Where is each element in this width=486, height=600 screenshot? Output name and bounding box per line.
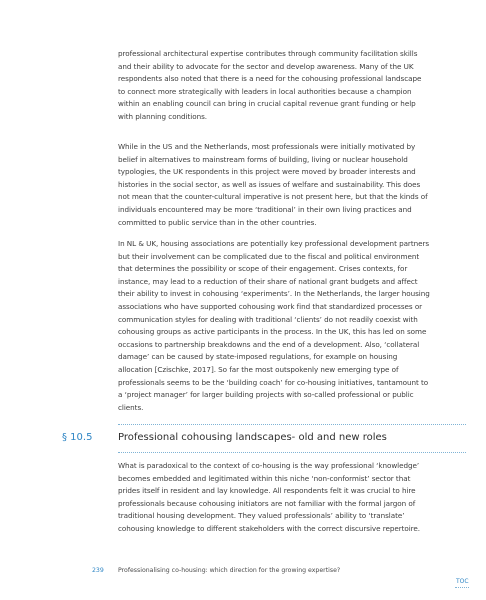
section-number: § 10.5 — [62, 432, 93, 443]
toc-link-underline — [455, 587, 469, 588]
page-number: 239 — [92, 567, 104, 574]
body-paragraph-4: What is paradoxical to the context of co-housing is the way professional ‘knowledge’ becomes embedded and legitimated within this niche ‘non-conformist’ sector that prides itself in resident and lay knowledge. All respondents felt it was crucial to hire professionals because cohousing initiators are not familiar with the formal jargon of traditional housing development. They valued professionals’ ability to ‘translate’ cohousing knowledge to different stakeholders with the correct discursive repertoire. — [118, 461, 421, 533]
body-paragraph-1: professional architectural expertise contributes through community facilitation skills and their ability to advocate for the sector and develop awareness. Many of the UK respondents also noted that there is a need for the cohousing professional landscape to connect more strategically with leaders in local authorities because a champion within an enabling council can bring in crucial capital revenue grant funding or help with planning conditions. — [118, 49, 422, 121]
body-paragraph-2: While in the US and the Netherlands, most professionals were initially motivated by belief in alternatives to mainstream forms of building, living or nuclear household typologies, the UK respondents in this project were moved by broader interests and histories in the social sector, as well as issues of welfare and sustainability. This does not mean that the counter-cultural imperative is not present here, but that the kinds of individuals encountered may be more ‘traditional’ in their own living practices and committed to public service than in the other countries. — [118, 142, 428, 227]
body-paragraph-3: In NL & UK, housing associations are potentially key professional development partners but their involvement can be complicated due to the fiscal and political environment that determines the possibility or scope of their engagement. Crises contexts, for instance, may lead to a reduction of their share of national grant budgets and affect their ability to invest in cohousing ‘experiments’. In the Netherlands, the larger housing associations who have supported cohousing work find that standardized processes or communication styles for dealing with traditional ‘clients’ do not readily coexist with cohousing groups as active participants in the process. In the UK, this has led on some occasions to partnership breakdowns and the end of a development. Also, ‘collateral damage’ can be caused by state-imposed regulations, for example on housing allocation [Czischke, 2017]. So far the most outspokenly new emerging type of professionals seems to be the ‘building coach’ for co-housing initiatives, tantamount to a ‘project manager’ for larger building projects with so-called professional or public clients. — [118, 239, 430, 412]
section-title: Professional cohousing landscapes- old and new roles — [118, 432, 387, 443]
running-title: Professionalising co-housing: which direction for the growing expertise? — [118, 567, 341, 574]
toc-link[interactable]: TOC — [456, 578, 469, 585]
section-rule-top — [118, 424, 466, 425]
section-rule-bottom — [118, 452, 466, 453]
